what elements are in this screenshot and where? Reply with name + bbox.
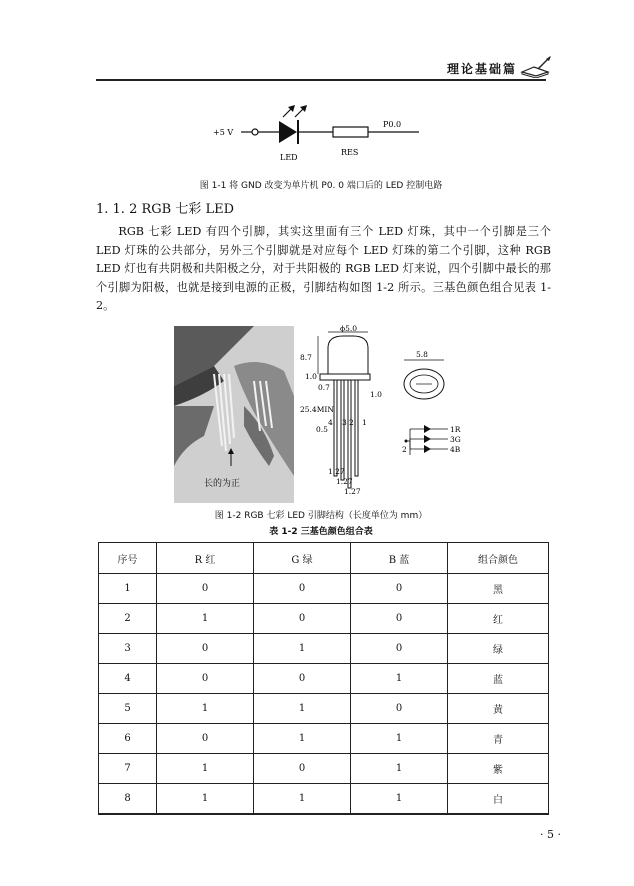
table-caption: 表 1-2 三基色颜色组合表 [269, 527, 373, 537]
dim-pin-right: 1.0 [370, 390, 382, 399]
table-cell: 4 [99, 664, 157, 694]
table-row [99, 664, 549, 694]
table-cell: 1 [351, 784, 448, 815]
table-cell: 1 [254, 784, 351, 815]
table-cell: 0 [351, 574, 448, 604]
table-cell: 白 [448, 784, 549, 815]
table-cell: 1 [157, 694, 254, 724]
table-cell: 0 [157, 574, 254, 604]
header-rule [96, 79, 546, 81]
table-cell: 1 [351, 664, 448, 694]
table-cell: 紫 [448, 754, 549, 784]
table-cell: 0 [157, 664, 254, 694]
table-cell: 7 [99, 754, 157, 784]
pin-label-4: 4 [328, 418, 333, 427]
table-cell: 绿 [448, 634, 549, 664]
dim-gap: 0.7 [318, 383, 330, 392]
dim-top-view: 5.8 [416, 350, 428, 359]
table-cell: 1 [254, 724, 351, 754]
table-row [99, 694, 549, 724]
rgb-led-photo [174, 326, 294, 503]
table-cell: 1 [99, 574, 157, 604]
table-cell: 蓝 [448, 664, 549, 694]
table-row [99, 604, 549, 634]
dim-pitch-a: 1.27 [328, 467, 345, 476]
dim-height: 8.7 [300, 353, 312, 362]
table-cell: 1 [157, 784, 254, 815]
table-cell: 0 [351, 604, 448, 634]
table-cell: 0 [157, 634, 254, 664]
table-cell: 0 [254, 574, 351, 604]
table-cell: 5 [99, 694, 157, 724]
table-cell: 1 [157, 754, 254, 784]
table-cell: 1 [351, 754, 448, 784]
header-cell: 序号 [99, 543, 157, 574]
dim-flange: 1.0 [305, 372, 317, 381]
table-row [99, 634, 549, 664]
table-row [99, 724, 549, 754]
table-row [99, 754, 549, 784]
label-vcc: +5 V [213, 128, 234, 137]
table-cell: 0 [351, 634, 448, 664]
table-cell: 青 [448, 724, 549, 754]
table-cell: 8 [99, 784, 157, 815]
table-header-row [99, 543, 549, 574]
header-cell: B 蓝 [351, 543, 448, 574]
dim-pin-width: 0.5 [316, 425, 328, 434]
dim-pitch-c: 1.27 [344, 487, 361, 496]
book-quill-icon [520, 56, 552, 78]
table-cell: 0 [254, 754, 351, 784]
pin-r-label: 1R [450, 425, 461, 434]
running-header-title: 理论基础篇 [447, 62, 518, 76]
page-number: · 5 · [540, 828, 561, 841]
table-cell: 6 [99, 724, 157, 754]
table-row [99, 784, 549, 815]
header-cell: G 绿 [254, 543, 351, 574]
dim-min-length: 25.4MIN [300, 405, 334, 414]
table-cell: 1 [351, 724, 448, 754]
table-row [99, 574, 549, 604]
pin-label-2: 2 [349, 418, 354, 427]
photo-label: 长的为正 [204, 479, 241, 489]
pin-common-label: 2 [402, 445, 407, 454]
label-res: RES [341, 148, 359, 157]
table-cell: 0 [254, 664, 351, 694]
led-pin-dimension-drawing [298, 324, 478, 500]
pin-b-label: 4B [450, 445, 461, 454]
table-cell: 0 [157, 724, 254, 754]
header-cell: 组合颜色 [448, 543, 549, 574]
figure-1-1-caption: 图 1-1 将 GND 改变为单片机 P0. 0 端口后的 LED 控制电路 [199, 181, 443, 191]
dim-pitch-b: 1.27 [336, 477, 353, 486]
label-led: LED [280, 153, 298, 162]
section-heading: 1. 1. 2 RGB 七彩 LED [96, 202, 235, 217]
label-port: P0.0 [383, 120, 402, 129]
header-cell: R 红 [157, 543, 254, 574]
table-cell: 黑 [448, 574, 549, 604]
table-cell: 2 [99, 604, 157, 634]
body-paragraph: RGB 七彩 LED 有四个引脚，其实这里面有三个 LED 灯珠，其中一个引脚是三个 LED 灯珠的公共部分，另外三个引脚就是对应每个 LED 灯珠的第二个引脚，这种 RGB LED 灯也有共阴极和共阳极之分，对于共阳极的 RGB LED 灯来说，四个引脚中最长的那个引脚为阳极，也就是接到电源的正极，引脚结构如图 1-2 所示。三基色颜色组合见表 1-2。 [96, 225, 551, 313]
led-circuit-diagram [205, 100, 430, 165]
pin-label-3: 3 [342, 418, 347, 427]
table-cell: 红 [448, 604, 549, 634]
table-cell: 黄 [448, 694, 549, 724]
figure-1-2-caption: 图 1-2 RGB 七彩 LED 引脚结构（长度单位为 mm） [214, 511, 428, 521]
table-cell: 0 [254, 604, 351, 634]
pin-label-1: 1 [362, 418, 367, 427]
table-cell: 1 [254, 694, 351, 724]
pin-g-label: 3G [450, 435, 461, 444]
table-cell: 1 [157, 604, 254, 634]
table-cell: 0 [351, 694, 448, 724]
color-combination-table [98, 542, 549, 815]
dim-diameter: ϕ5.0 [340, 324, 358, 333]
table-cell: 1 [254, 634, 351, 664]
table-cell: 3 [99, 634, 157, 664]
